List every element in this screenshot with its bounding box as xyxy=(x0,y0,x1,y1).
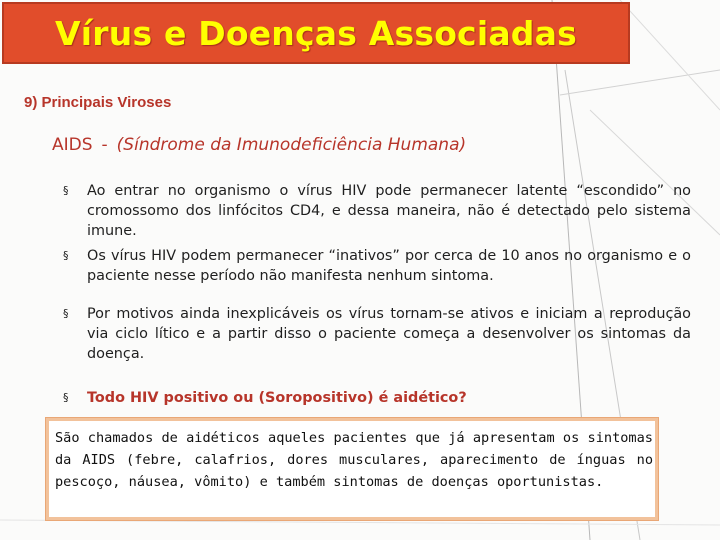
subtitle-dash: - xyxy=(101,135,108,155)
subtitle xyxy=(52,135,466,155)
answer-text: São chamados de aidéticos aqueles pacientes que já apresentam os sintomas da AIDS (febre, calafrios, dores musculares, aparecimento de ínguas no pescoço, náusea, vômito) e também sintomas de doenças oportunistas. xyxy=(55,430,653,490)
bullet-text: Os vírus HIV podem permanecer “inativos” por cerca de 10 anos no organismo e o paciente nesse período não manifesta nenhum sintoma. xyxy=(87,248,691,284)
slide-title: Vírus e Doenças Associadas xyxy=(55,13,577,53)
bullet-marker-icon: § xyxy=(63,391,69,404)
bullet-marker-icon: § xyxy=(63,184,69,197)
title-banner xyxy=(2,2,630,64)
subtitle-description: (Síndrome da Imunodeficiência Humana) xyxy=(116,135,467,155)
bullet-text: Ao entrar no organismo o vírus HIV pode permanecer latente “escondido” no cromossomo dos linfócitos CD4, e dessa maneira, não é detectado pelo sistema imune. xyxy=(87,183,691,239)
answer-box xyxy=(46,418,658,520)
subtitle-acronym: AIDS xyxy=(52,135,93,155)
bullet-text: Por motivos ainda inexplicáveis os vírus tornam-se ativos e iniciam a reprodução via ciclo lítico e a partir disso o paciente começa a desenvolver os sintomas da doença. xyxy=(87,306,691,362)
bullet-marker-icon: § xyxy=(63,307,69,320)
question-text: Todo HIV positivo ou (Soropositivo) é aidético? xyxy=(87,390,467,406)
section-heading: 9) Principais Viroses xyxy=(24,94,172,111)
bullet-marker-icon: § xyxy=(63,249,69,262)
